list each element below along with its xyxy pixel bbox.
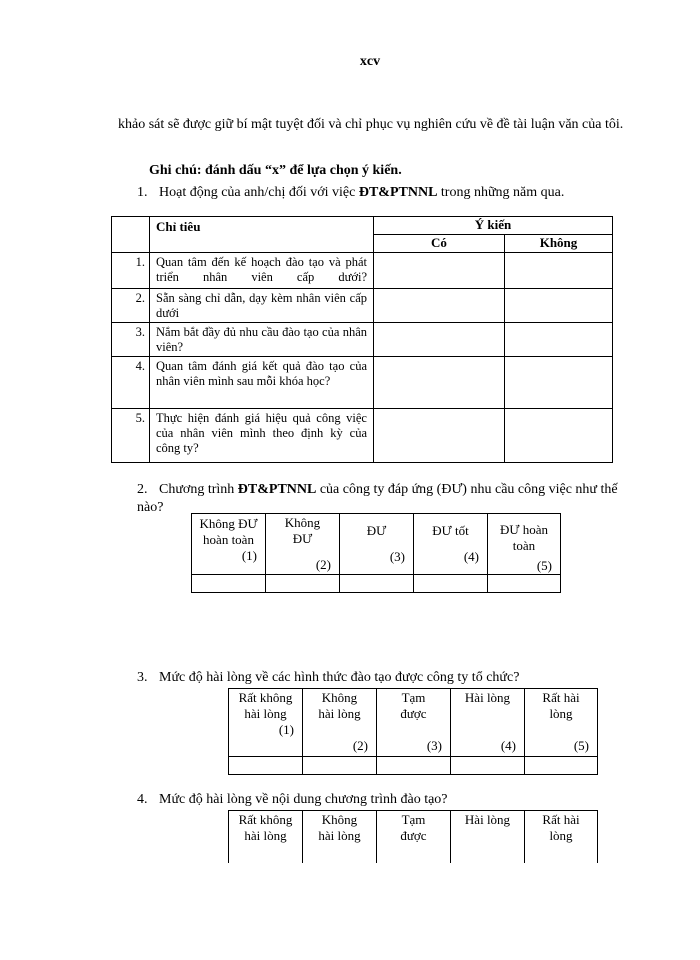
q2-answer-cell[interactable] (340, 575, 414, 593)
q1-answer-yes-cell[interactable] (374, 409, 505, 463)
q1-row-text: Quan tâm đến kế hoạch đào tạo và phát triển nhân viên cấp dưới? (150, 253, 374, 289)
q2-option-3 (340, 514, 414, 575)
page-number: xcv (359, 54, 381, 69)
q1-answer-no-cell[interactable] (505, 253, 613, 289)
q1-row-number: 1. (112, 253, 150, 289)
q2-option-label: Không ĐƯ hoàn toàn (199, 516, 258, 547)
q2-answer-cell[interactable] (414, 575, 488, 593)
question-2-text-after: của công ty đáp ứng (ĐƯ) nhu cầu công việc như thế nào? (137, 482, 618, 515)
q3-option-number: (2) (352, 738, 368, 753)
q4-option-4 (451, 811, 525, 863)
q1-answer-yes-cell[interactable] (374, 323, 505, 357)
q3-option-label: Tạm được (400, 690, 427, 721)
q3-answer-cell[interactable] (229, 757, 303, 775)
q1-row-number: 5. (112, 409, 150, 463)
q1-header-opinion: Ý kiến (374, 217, 613, 235)
q3-option-label: Không hài lòng (318, 690, 361, 721)
q1-answer-no-cell[interactable] (505, 289, 613, 323)
question-3 (137, 670, 519, 686)
q3-option-3 (377, 689, 451, 757)
q1-table (111, 216, 613, 463)
q2-option-label: Không ĐƯ (284, 515, 321, 546)
question-4-text: Mức độ hài lòng về nội dung chương trình đào tạo? (159, 792, 448, 807)
q1-row-number: 4. (112, 357, 150, 409)
q1-header-yes: Có (374, 235, 505, 253)
q1-row-text: Nắm bắt đầy đủ nhu cầu đào tạo của nhân viên? (150, 323, 374, 357)
q1-answer-no-cell[interactable] (505, 357, 613, 409)
q3-answer-cell[interactable] (525, 757, 598, 775)
question-2-text-bold: ĐT&PTNNL (237, 482, 317, 497)
q3-option-number: (5) (573, 738, 589, 753)
question-3-text: Mức độ hài lòng về các hình thức đào tạo được công ty tổ chức? (159, 670, 520, 685)
q4-scale-table (228, 810, 598, 863)
q1-answer-no-cell[interactable] (505, 323, 613, 357)
q4-option-1 (229, 811, 303, 863)
q3-answer-cell[interactable] (451, 757, 525, 775)
q3-option-number: (1) (278, 722, 294, 737)
q2-answer-cell[interactable] (488, 575, 561, 593)
q3-answer-cell[interactable] (377, 757, 451, 775)
q1-answer-yes-cell[interactable] (374, 289, 505, 323)
q2-scale-table (191, 513, 561, 593)
q2-option-label: ĐƯ hoàn toàn (500, 522, 548, 553)
q1-answer-no-cell[interactable] (505, 409, 613, 463)
q3-option-2 (303, 689, 377, 757)
q2-answer-cell[interactable] (266, 575, 340, 593)
intro-paragraph: khảo sát sẽ được giữ bí mật tuyệt đối và chỉ phục vụ nghiên cứu về đề tài luận văn của tôi. (118, 117, 624, 132)
q2-option-2 (266, 514, 340, 575)
question-1-text-before: Hoạt động của anh/chị đối với việc (159, 185, 359, 200)
q3-option-5 (525, 689, 598, 757)
q2-option-number: (1) (241, 548, 257, 563)
q3-option-number: (4) (500, 738, 516, 753)
question-4 (137, 792, 448, 808)
q2-option-1 (192, 514, 266, 575)
q1-row-number: 3. (112, 323, 150, 357)
q3-scale-table (228, 688, 598, 775)
q4-option-3 (377, 811, 451, 863)
question-4-number: 4. (137, 792, 148, 807)
question-2-number: 2. (137, 482, 148, 497)
q4-option-label: Hài lòng (464, 812, 511, 827)
q1-header-criteria: Chỉ tiêu (150, 217, 374, 253)
q3-option-number: (3) (426, 738, 442, 753)
q4-option-label: Tạm được (400, 812, 427, 843)
q2-option-4 (414, 514, 488, 575)
q1-row-text: Thực hiện đánh giá hiệu quả công việc của nhân viên mình theo định kỳ của công ty? (150, 409, 374, 463)
q2-option-number: (3) (389, 549, 405, 564)
q2-option-number: (4) (463, 549, 479, 564)
instruction-note: Ghi chú: đánh dấu “x” để lựa chọn ý kiến. (149, 163, 402, 178)
question-2-text-before: Chương trình (159, 482, 238, 497)
q1-row-text: Quan tâm đánh giá kết quả đào tạo của nhân viên mình sau mỗi khóa học? (150, 357, 374, 409)
q4-option-5 (525, 811, 598, 863)
q3-option-4 (451, 689, 525, 757)
q3-option-label: Rất không hài lòng (238, 690, 293, 721)
q1-answer-yes-cell[interactable] (374, 357, 505, 409)
q2-option-label: ĐƯ tốt (432, 523, 469, 538)
q2-option-number: (2) (315, 557, 331, 572)
q2-option-label: ĐƯ (366, 523, 387, 538)
question-1-number: 1. (137, 185, 148, 200)
q3-answer-cell[interactable] (303, 757, 377, 775)
question-2 (137, 481, 627, 517)
q2-answer-cell[interactable] (192, 575, 266, 593)
q1-header-no: Không (505, 235, 613, 253)
q1-answer-yes-cell[interactable] (374, 253, 505, 289)
q3-option-label: Rất hài lòng (542, 690, 580, 721)
question-1 (137, 185, 564, 201)
q2-option-number: (5) (536, 558, 552, 573)
q3-option-label: Hài lòng (464, 690, 511, 705)
q2-option-5 (488, 514, 561, 575)
q1-row-text: Sẵn sàng chỉ dẫn, dạy kèm nhân viên cấp dưới (150, 289, 374, 323)
q4-option-label: Rất không hài lòng (238, 812, 293, 843)
q1-row-number: 2. (112, 289, 150, 323)
question-1-text-bold: ĐT&PTNNL (358, 185, 438, 200)
question-1-text-after: trong những năm qua. (437, 185, 565, 200)
q4-option-label: Rất hài lòng (542, 812, 580, 843)
q3-option-1 (229, 689, 303, 757)
q4-option-2 (303, 811, 377, 863)
q1-header-blank (112, 217, 150, 253)
q4-option-label: Không hài lòng (318, 812, 361, 843)
question-3-number: 3. (137, 670, 148, 685)
